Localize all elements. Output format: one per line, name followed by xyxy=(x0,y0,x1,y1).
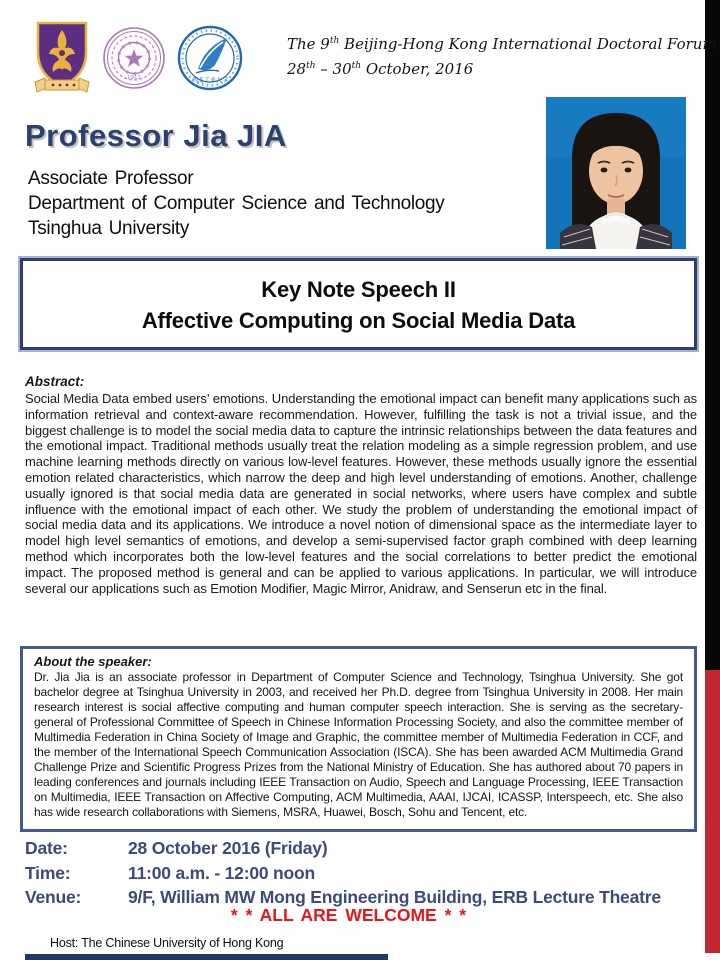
keynote-line-2: Affective Computing on Social Media Data xyxy=(141,308,576,333)
venue-label: Venue: xyxy=(25,887,82,907)
keynote-title-box xyxy=(20,258,697,350)
event-details xyxy=(25,836,661,910)
speaker-title-line: Tsinghua University xyxy=(28,218,190,239)
right-edge-red-bar xyxy=(705,670,720,953)
right-edge-black-bar xyxy=(705,0,720,670)
host-line: Host: The Chinese University of Hong Kong xyxy=(50,936,284,950)
speaker-title-line: Associate Professor xyxy=(28,168,194,189)
about-speaker-box xyxy=(20,646,697,832)
svg-text:西北工业大学: 西北工业大学 xyxy=(191,77,229,84)
forum-header xyxy=(287,30,717,80)
svg-text:·1911·: ·1911· xyxy=(125,75,143,81)
time-label: Time: xyxy=(25,862,71,883)
forum-line-2: 28th – 30th October, 2016 xyxy=(287,60,474,78)
keynote-line-1: Key Note Speech II xyxy=(261,277,456,302)
university-logos xyxy=(33,20,243,96)
detail-row-date xyxy=(25,836,661,861)
date-value: 28 October 2016 (Friday) xyxy=(128,838,328,858)
about-heading: About the speaker: xyxy=(34,654,152,669)
bottom-navy-bar xyxy=(25,954,388,960)
speaker-titles xyxy=(28,166,445,241)
abstract-body: Social Media Data embed users’ emotions. Understanding the emotional impact can benefit many applications such as information retrieval and context-aware recommendation. However, fulfilling the task is not a trivial issue, and the biggest challenge is to model the social media data to capture the intrinsic relationships between the data features and the emotional impact. Traditional methods usually treat the relation modeling as a simple regression problem, and use machine learning methods directly on various low-level features. However, these methods usually ignore the essential emotion related characteristics, which narrow the deep and high level understanding of emotions. Another, challenge usually ignored is that social media data are generated in social networks, where users have complex and subtle influence with the emotional impact of each other. We study the problem of understanding the emotional impact of social media data and its applications. We introduce a novel notion of dimensional space as the intermediate layer to model high level semantics of emotions, and develop a semi-supervised factor graph combined with deep learning method which incorporates both the low-level features and the social correlations to better predict the emotional impact. The proposed method is general and can be applied to various applications. In particular, we will introduce several our applications such as Emotion Modifier, Magic Mirror, Anidraw, and Senserun etc in the final. xyxy=(25,391,697,596)
speaker-photo xyxy=(546,97,686,249)
cuhk-shield-logo-icon xyxy=(33,20,91,96)
time-value: 11:00 a.m. - 12:00 noon xyxy=(128,862,316,883)
tsinghua-seal-logo-icon xyxy=(102,26,166,90)
all-are-welcome-banner: * * ALL ARE WELCOME * * xyxy=(230,905,467,925)
speaker-name: Professor Jia JIA xyxy=(25,118,287,153)
forum-line-1: The 9th Beijing-Hong Kong International Doctoral Forum xyxy=(287,35,717,53)
date-label: Date: xyxy=(25,838,68,858)
northwestern-polytechnical-logo-icon xyxy=(177,25,243,91)
detail-row-time xyxy=(25,861,661,886)
abstract-heading: Abstract: xyxy=(25,374,85,389)
abstract-section xyxy=(25,374,697,596)
about-body: Dr. Jia Jia is an associate professor in Department of Computer Science and Technology, Tsinghua University. She got bachelor degree at Tsinghua University in 2003, and received her Ph.D. degree from Tsinghua University in 2008. Her main research interest is social affective computing and human computer speech interaction. She is serving as the secretary-general of Professional Committee of Speech in Chinese Information Processing Society, and also the committee member of Multimedia Federation in China Society of Image and Graphic, the committee member of Multimedia Federation in CCF, and the member of the International Speech Communication Association (ISCA). She has been awarded ACM Multimedia Grand Challenge Prize and Scientific Progress Prizes from the National Ministry of Education. She has authored about 70 papers in leading conferences and journals including IEEE Transaction on Audio, Speech and Language Processing, IEEE Transaction on Multimedia, IEEE Transaction on Affective Computing, ACM Multimedia, AAAI, IJCAI, ICASSP, Interspeech, etc. She also has wide research collaborations with Siemens, MSRA, Huawei, Bosch, Sohu and Tencent, etc. xyxy=(34,670,683,819)
speaker-title-line: Department of Computer Science and Technology xyxy=(28,193,445,214)
venue-value: 9/F, William MW Mong Engineering Building, ERB Lecture Theatre xyxy=(128,887,661,907)
